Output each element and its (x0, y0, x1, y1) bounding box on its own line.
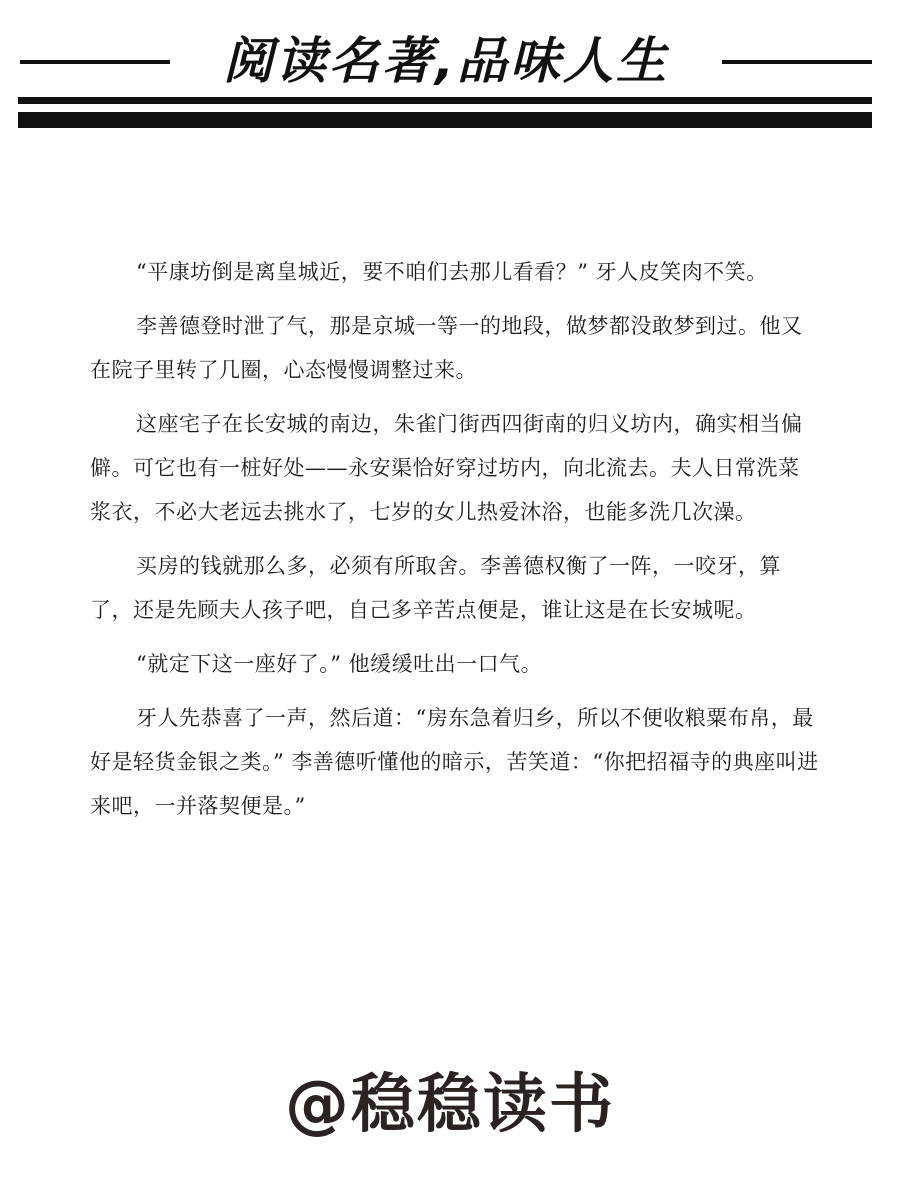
paragraph-5: “就定下这一座好了。” 他缓缓吐出一口气。 (136, 652, 543, 676)
paragraph-1: “平康坊倒是离皇城近，要不咱们去那儿看看？” 牙人皮笑肉不笑。 (136, 260, 768, 284)
header-rule-left (20, 60, 170, 64)
paragraph-6: 牙人先恭喜了一声，然后道：“房东急着归乡，所以不便收粮粟布帛，最好是轻货金银之类。” 李善德听懂他的暗示，苦笑道：“你把招福寺的典座叫进来吧，一并落契便是。” (90, 706, 819, 818)
header-banner (0, 0, 900, 140)
paragraph-2: 李善德登时泄了气，那是京城一等一的地段，做梦都没敢梦到过。他又在院子里转了几圈，心态慢慢调整过来。 (90, 314, 803, 382)
header-bar-thick (18, 112, 872, 128)
header-bar-thin (18, 97, 872, 104)
header-rule-right (722, 60, 872, 64)
paragraph-3: 这座宅子在长安城的南边，朱雀门街西四街南的归义坊内，确实相当偏僻。可它也有一桩好处——永安渠恰好穿过坊内，向北流去。夫人日常洗菜浆衣，不必大老远去挑水了，七岁的女儿热爱沐浴，也能多洗几次澡。 (90, 412, 803, 524)
paragraph-4: 买房的钱就那么多，必须有所取舍。李善德权衡了一阵，一咬牙，算了，还是先顾夫人孩子吧，自己多辛苦点便是，谁让这是在长安城呢。 (90, 554, 781, 622)
article-body (90, 250, 820, 838)
author-signature: @稳稳读书 (285, 1068, 615, 1142)
page-title: 阅读名著,品味人生 (223, 32, 669, 90)
